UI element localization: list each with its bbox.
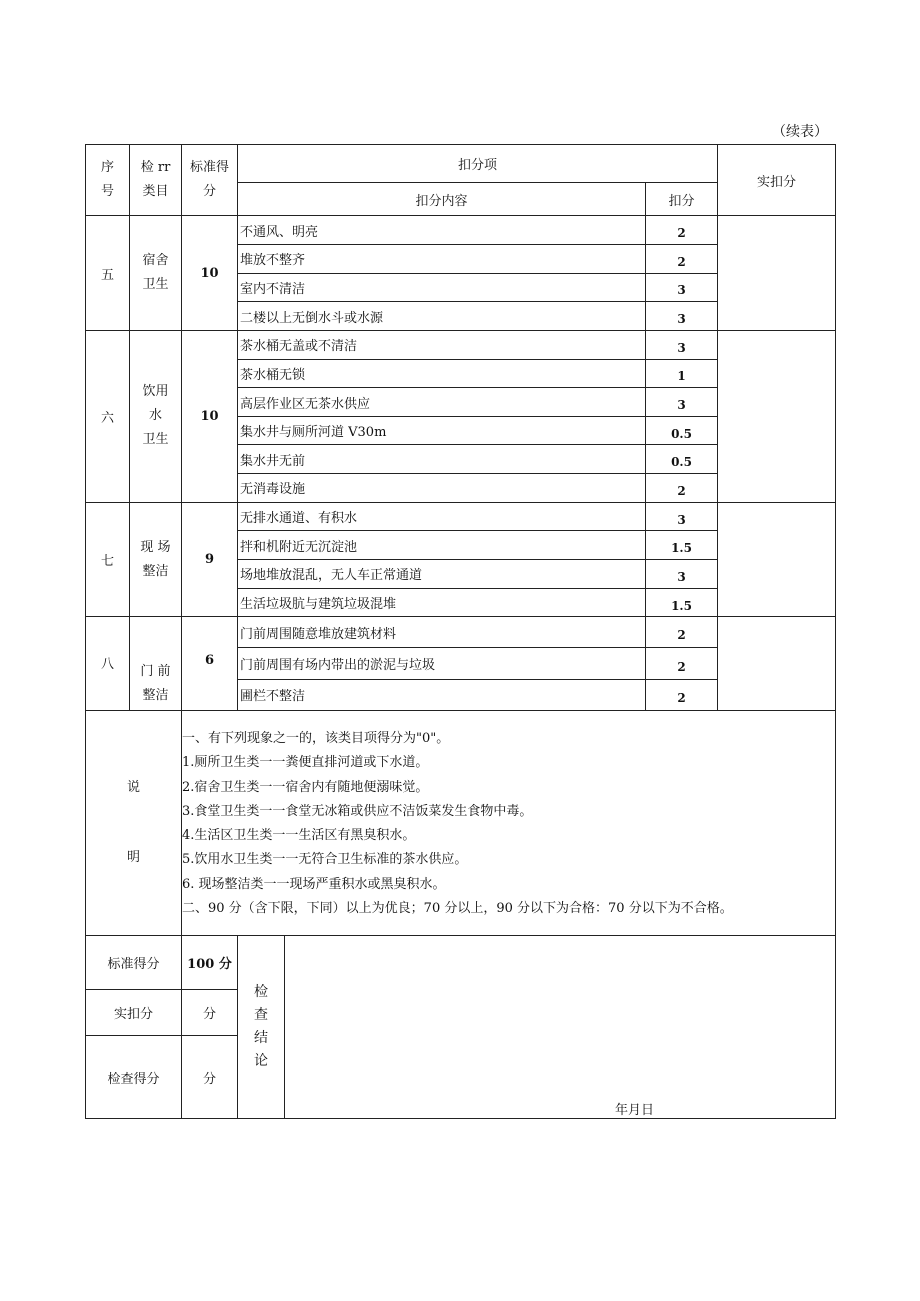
note-line: 6. 现场整洁类一一现场严重积水或黑臭积水。	[182, 876, 446, 892]
header-deduction-content: 扣分内容	[238, 183, 646, 216]
header-deduction-points: 扣分	[646, 183, 718, 216]
table-row	[86, 330, 836, 359]
notes-label: 说 明	[86, 711, 182, 936]
actual-deduction-cell[interactable]	[718, 216, 836, 331]
conclusion-area	[285, 936, 836, 1119]
deduction-points-cell: 3	[646, 388, 718, 417]
standard-score-label: 标准得分	[86, 936, 182, 990]
deduction-content-cell: 无消毒设施	[238, 474, 646, 503]
note-line: 二、90 分（含下限，下同）以上为优良；70 分以上，90 分以下为合格：70 分以下为不合格。	[182, 901, 733, 917]
actual-deduction-cell[interactable]	[718, 617, 836, 711]
section-category: 饮用 水 卫生	[130, 330, 182, 502]
deduction-content-cell: 生活垃圾肮与建筑垃圾混堆	[238, 588, 646, 617]
deduction-points-cell: 3	[646, 330, 718, 359]
note-line: 4.生活区卫生类一一生活区有黑臭积水。	[182, 828, 416, 844]
deduction-points-cell: 3	[646, 273, 718, 302]
deduction-points-cell: 2	[646, 617, 718, 648]
deduction-points-cell: 3	[646, 502, 718, 531]
deduction-content-cell: 场地堆放混乱，无人车正常通道	[238, 560, 646, 589]
conclusion-char: 结	[254, 1030, 268, 1046]
section-seq: 八	[86, 617, 130, 711]
deduction-content-cell: 室内不清洁	[238, 273, 646, 302]
section-category: 宿舍 卫生	[130, 216, 182, 331]
deduction-content-cell: 二楼以上无倒水斗或水源	[238, 302, 646, 331]
section-standard-score: 10	[182, 216, 238, 331]
actual-deduction-label: 实扣分	[86, 990, 182, 1036]
deduction-content-cell: 门前周围随意堆放建筑材料	[238, 617, 646, 648]
section-category: 门 前 整洁	[130, 617, 182, 711]
conclusion-char: 检	[254, 984, 268, 1000]
deduction-points-cell: 0.5	[646, 445, 718, 474]
deduction-points-cell: 1.5	[646, 531, 718, 560]
section-standard-score: 6	[182, 617, 238, 711]
section-category: 现 场 整洁	[130, 502, 182, 617]
actual-deduction-cell[interactable]	[718, 502, 836, 617]
note-line: 一、有下列现象之一的，该类目项得分为"0"。	[182, 731, 450, 746]
header-seq: 序 号	[86, 145, 130, 216]
deduction-content-cell: 茶水桶无盖或不清洁	[238, 330, 646, 359]
deduction-content-cell: 拌和机附近无沉淀池	[238, 531, 646, 560]
deduction-content-cell: 圃栏不整洁	[238, 679, 646, 710]
date-label: 年月日	[615, 1103, 655, 1118]
deduction-content-cell: 无排水通道、有积水	[238, 502, 646, 531]
deduction-points-cell: 3	[646, 560, 718, 589]
conclusion-char: 查	[254, 1007, 268, 1023]
notes-table	[85, 710, 836, 936]
table-row	[86, 216, 836, 245]
actual-deduction-cell[interactable]	[718, 330, 836, 502]
deduction-points-cell: 2	[646, 245, 718, 274]
notes-content	[182, 711, 836, 936]
inspection-table	[85, 144, 836, 711]
actual-deduction-value: 分	[182, 990, 238, 1036]
deduction-content-cell: 不通风、明亮	[238, 216, 646, 245]
note-line: 3.食堂卫生类一一食堂无冰箱或供应不洁饭菜发生食物中毒。	[182, 803, 533, 819]
deduction-points-cell: 2	[646, 648, 718, 679]
section-standard-score: 10	[182, 330, 238, 502]
table-row	[86, 617, 836, 648]
section-seq: 七	[86, 502, 130, 617]
conclusion-char: 论	[254, 1053, 268, 1069]
deduction-points-cell: 0.5	[646, 416, 718, 445]
deduction-points-cell: 1	[646, 359, 718, 388]
section-standard-score: 9	[182, 502, 238, 617]
standard-score-value: 100 分	[182, 936, 238, 990]
check-score-label: 检查得分	[86, 1036, 182, 1119]
deduction-content-cell: 堆放不整齐	[238, 245, 646, 274]
deduction-points-cell: 1.5	[646, 588, 718, 617]
deduction-points-cell: 2	[646, 216, 718, 245]
deduction-content-cell: 门前周围有场内带出的淤泥与垃圾	[238, 648, 646, 679]
section-seq: 六	[86, 330, 130, 502]
deduction-content-cell: 集水井与厕所河道 V30m	[238, 416, 646, 445]
note-line: 5.饮用水卫生类一一无符合卫生标准的茶水供应。	[182, 852, 468, 868]
header-category: 检 rr 类目	[130, 145, 182, 216]
deduction-points-cell: 2	[646, 474, 718, 503]
section-seq: 五	[86, 216, 130, 331]
deduction-content-cell: 高层作业区无茶水供应	[238, 388, 646, 417]
deduction-points-cell: 2	[646, 679, 718, 710]
header-standard-score: 标准得 分	[182, 145, 238, 216]
header-actual-deduction: 实扣分	[718, 145, 836, 216]
header-deduction-items: 扣分项	[238, 145, 718, 183]
conclusion-label	[238, 936, 285, 1119]
deduction-points-cell: 3	[646, 302, 718, 331]
note-line: 2.宿舍卫生类一一宿舍内有随地便溺味觉。	[182, 779, 429, 795]
deduction-content-cell: 茶水桶无锁	[238, 359, 646, 388]
summary-table	[85, 935, 836, 1119]
check-score-value: 分	[182, 1036, 238, 1119]
note-line: 1.厕所卫生类一一粪便直排河道或下水道。	[182, 755, 429, 771]
table-row	[86, 502, 836, 531]
continued-label: （续表）	[772, 124, 828, 140]
deduction-content-cell: 集水井无前	[238, 445, 646, 474]
